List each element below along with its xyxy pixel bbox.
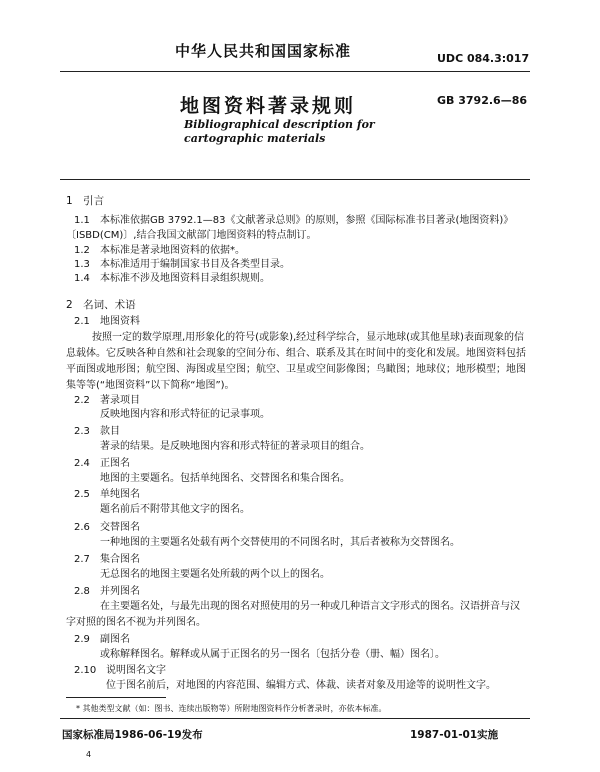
term-2-7-definition: 无总图名的地图主要题名处所载的两个以上的图名。 [100,569,330,580]
term-2-6-definition: 一种地图的主要题名处载有两个交替使用的不同图名时，其后者被称为交替图名。 [100,537,460,548]
standard-number: GB 3792.6—86 [437,94,527,107]
clause-1-2-number: 1.2 [74,245,90,256]
english-title-line1: Bibliographical description for [184,118,375,131]
clause-1-4-number: 1.4 [74,273,90,284]
term-2-4-name: 正图名 [100,458,130,469]
term-2-4-definition: 地图的主要题名。包括单纯图名、交替图名和集合图名。 [100,473,350,484]
clause-1-2-text: 本标准是著录地图资料的依据*。 [100,245,245,256]
clause-1-4-text: 本标准不涉及地图资料目录组织规则。 [100,273,270,284]
term-2-2-name: 著录项目 [100,395,140,406]
term-2-8-name: 并列图名 [100,586,140,597]
clause-1-1-text-cont: 〔ISBD(CM)〕,结合我国文献部门地图资料的特点制订。 [66,230,317,241]
clause-1-3-text: 本标准适用于编制国家书目及各类型目录。 [100,259,290,270]
term-2-9-definition: 或称解释图名。解释或从属于正图名的另一图名〔包括分卷（册、幅）图名〕。 [100,649,445,660]
term-2-9-number: 2.9 [74,634,90,645]
clause-1-3-number: 1.3 [74,259,90,270]
term-2-2-definition: 反映地图内容和形式特征的记录事项。 [100,409,270,420]
english-title-line2: cartographic materials [184,132,326,145]
term-2-9-name: 副图名 [100,634,130,645]
page-number: 4 [86,750,92,759]
header-rule [60,71,530,72]
term-2-4-number: 2.4 [74,458,90,469]
issuing-authority: 中华人民共和国国家标准 [175,42,352,60]
term-2-7-name: 集合图名 [100,554,140,565]
section-1-heading: 1 引言 [66,195,105,207]
term-2-3-definition: 著录的结果。是反映地图内容和形式特征的著录项目的组合。 [100,441,370,452]
term-2-3-name: 款目 [100,426,120,437]
term-2-2-number: 2.2 [74,395,90,406]
term-2-7-number: 2.7 [74,554,90,565]
term-2-10-definition: 位于图名前后，对地图的内容范围、编辑方式、体裁、读者对象及用途等的说明性文字。 [106,680,496,691]
term-2-1-definition: 按照一定的数学原理,用形象化的符号(或影象),经过科学综合，显示地球(或其他星球)表面现象的信息载体。它反映各种自然和社会现象的空间分布、组合、联系及其在时间中的变化和发展。地图资料包括平面图或地形图；航空图、海图或星空图；航空、卫星或空间影像图；鸟瞰图；地球仪；地形模型；地图集等等(“地图资料”以下简称“地图”)。 [66,332,526,391]
term-2-6-name: 交替图名 [100,522,140,533]
clause-1-1-number: 1.1 [74,215,90,226]
term-2-5-number: 2.5 [74,489,90,500]
term-2-8-definition: 在主要题名处，与最先出现的图名对照使用的另一种或几种语言文字形式的图名。汉语拼音与汉字对照的图名不视为并列图名。 [66,601,520,628]
term-2-1-name: 地图资料 [100,316,140,327]
section-2-heading: 2 名词、术语 [66,299,136,311]
effective-date: 1987-01-01实施 [410,729,499,741]
term-2-5-definition: 题名前后不附带其他文字的图名。 [100,504,250,515]
term-2-6-number: 2.6 [74,522,90,533]
title-rule [60,179,530,180]
term-2-1-number: 2.1 [74,316,90,327]
term-2-5-name: 单纯图名 [100,489,140,500]
clause-1-1-text: 本标准依据GB 3792.1—83《文献著录总则》的原则，参照《国际标准书目著录(地图资料)》 [100,215,514,226]
term-2-10-number: 2.10 [74,665,97,676]
footer-rule [60,718,530,719]
publication-date: 国家标准局1986-06-19发布 [62,729,203,741]
document-title: 地图资料著录规则 [180,95,357,117]
footnote: * 其他类型文献（如：图书、连续出版物等）所附地图资料作分析著录时，亦依本标准。 [76,704,387,713]
term-2-10-name: 说明图名文字 [106,665,166,676]
udc-code: UDC 084.3:017 [437,52,530,65]
term-2-8-number: 2.8 [74,586,90,597]
term-2-3-number: 2.3 [74,426,90,437]
footnote-rule [66,697,166,698]
